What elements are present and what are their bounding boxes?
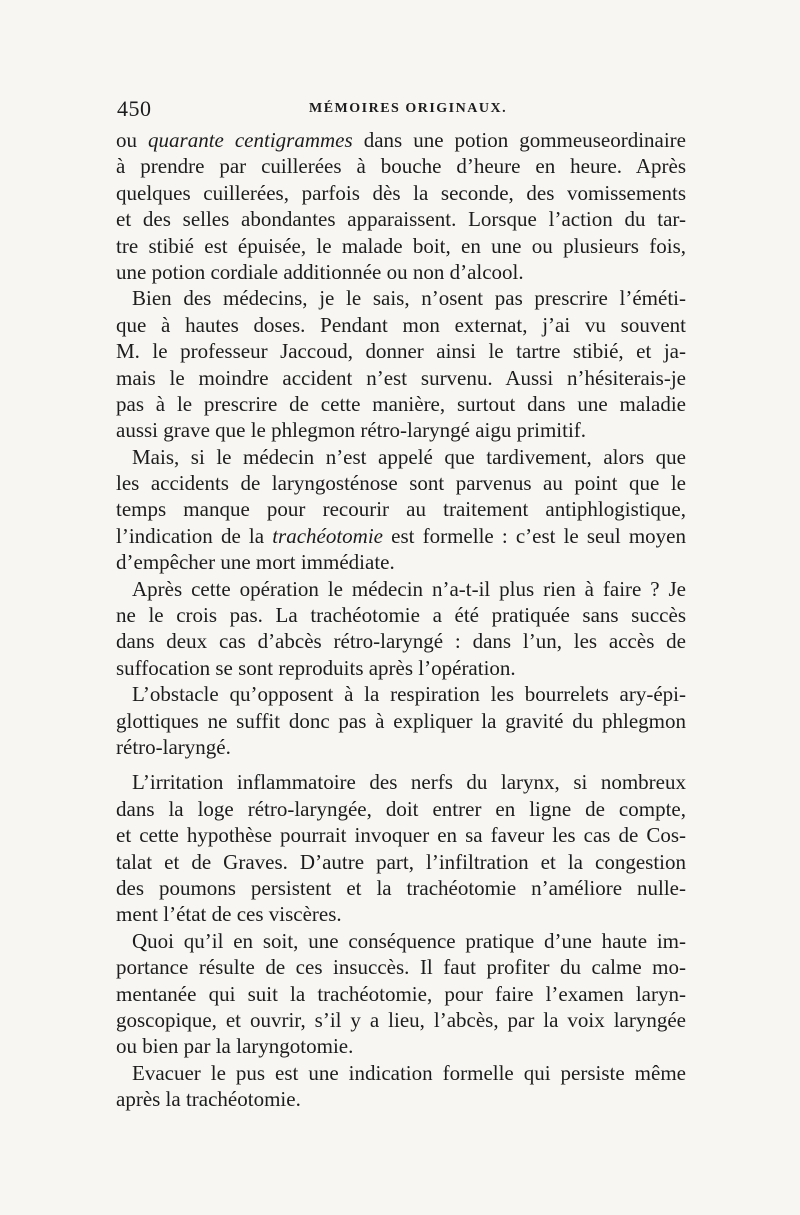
text-line: suffocation se sont reproduits après l’opération. [116,655,516,680]
body-text [116,127,686,1112]
text-line: Evacuer le pus est une indication formelle qui persiste même [132,1060,686,1085]
text-line: Mais, si le médecin n’est appelé que tardivement, alors que [132,444,686,469]
text-line: pas à le prescrire de cette manière, surtout dans une maladie [116,391,686,416]
text-line: mais le moindre accident n’est survenu. Aussi n’hésiterais-je [116,365,686,390]
text-line: les accidents de laryngosténose sont parvenus au point que le [116,471,686,496]
running-head: MÉMOIRES ORIGINAUX. [309,101,508,116]
text-line: des poumons persistent et la trachéotomie n’améliore nulle- [116,875,686,900]
text-line: glottiques ne suffit donc pas à expliquer la gravité du phlegmon [116,708,686,733]
text-line: ou quarante centigrammes dans une potion gommeuseordinaire [116,128,686,152]
text-line: après la trachéotomie. [116,1087,301,1112]
text-line: Quoi qu’il en soit, une conséquence pratique d’une haute im- [132,928,686,953]
text-line: temps manque pour recourir au traitement antiphlogistique, [116,497,686,522]
text-line: mentanée qui suit la trachéotomie, pour faire l’examen laryn- [116,981,686,1006]
text-line: que à hautes doses. Pendant mon externat, j’ai vu souvent [116,312,686,337]
text-line: dans la loge rétro-laryngée, doit entrer en ligne de compte, [116,796,686,821]
text-line: ou bien par la laryngotomie. [116,1034,354,1059]
text-line: L’irritation inflammatoire des nerfs du larynx, si nombreux [132,770,686,795]
text-line: ment l’état de ces viscères. [116,902,342,927]
text-line: dans deux cas d’abcès rétro-laryngé : dans l’un, les accès de [116,629,686,654]
text-line: une potion cordiale additionnée ou non d’alcool. [116,259,524,284]
page-number: 450 [117,96,152,121]
text-line: d’empêcher une mort immédiate. [116,550,395,575]
italic-term: trachéotomie [272,523,383,548]
text-line: goscopique, et ouvrir, s’il y a lieu, l’abcès, par la voix laryngée [116,1007,686,1032]
page-header [117,96,687,126]
text-line: et cette hypothèse pourrait invoquer en sa faveur les cas de Cos- [116,823,686,848]
text-line: à prendre par cuillerées à bouche d’heure en heure. Après [116,154,686,179]
text-line: aussi grave que le phlegmon rétro-laryngé aigu primitif. [116,418,587,443]
text-line: talat et de Graves. D’autre part, l’infiltration et la congestion [116,849,686,874]
text-line: tre stibié est épuisée, le malade boit, en une ou plusieurs fois, [116,233,686,258]
text-line: rétro-laryngé. [116,734,231,759]
text-line: et des selles abondantes apparaissent. Lorsque l’action du tar- [116,207,686,232]
text-line: ne le crois pas. La trachéotomie a été pratiquée sans succès [116,603,686,628]
italic-term: quarante centigrammes [148,128,353,152]
text-line: l’indication de la trachéotomie est formelle : c’est le seul moyen [116,523,686,548]
text-line: Bien des médecins, je le sais, n’osent pas prescrire l’éméti- [132,286,686,311]
text-line: Après cette opération le médecin n’a-t-il plus rien à faire ? Je [132,576,686,601]
text-line: quelques cuillerées, parfois dès la seconde, des vomissements [116,180,686,205]
text-line: M. le professeur Jaccoud, donner ainsi le tartre stibié, et ja- [116,339,686,364]
text-line: portance résulte de ces insuccès. Il faut profiter du calme mo- [116,955,686,980]
text-line: L’obstacle qu’opposent à la respiration les bourrelets ary-épi- [132,682,686,707]
